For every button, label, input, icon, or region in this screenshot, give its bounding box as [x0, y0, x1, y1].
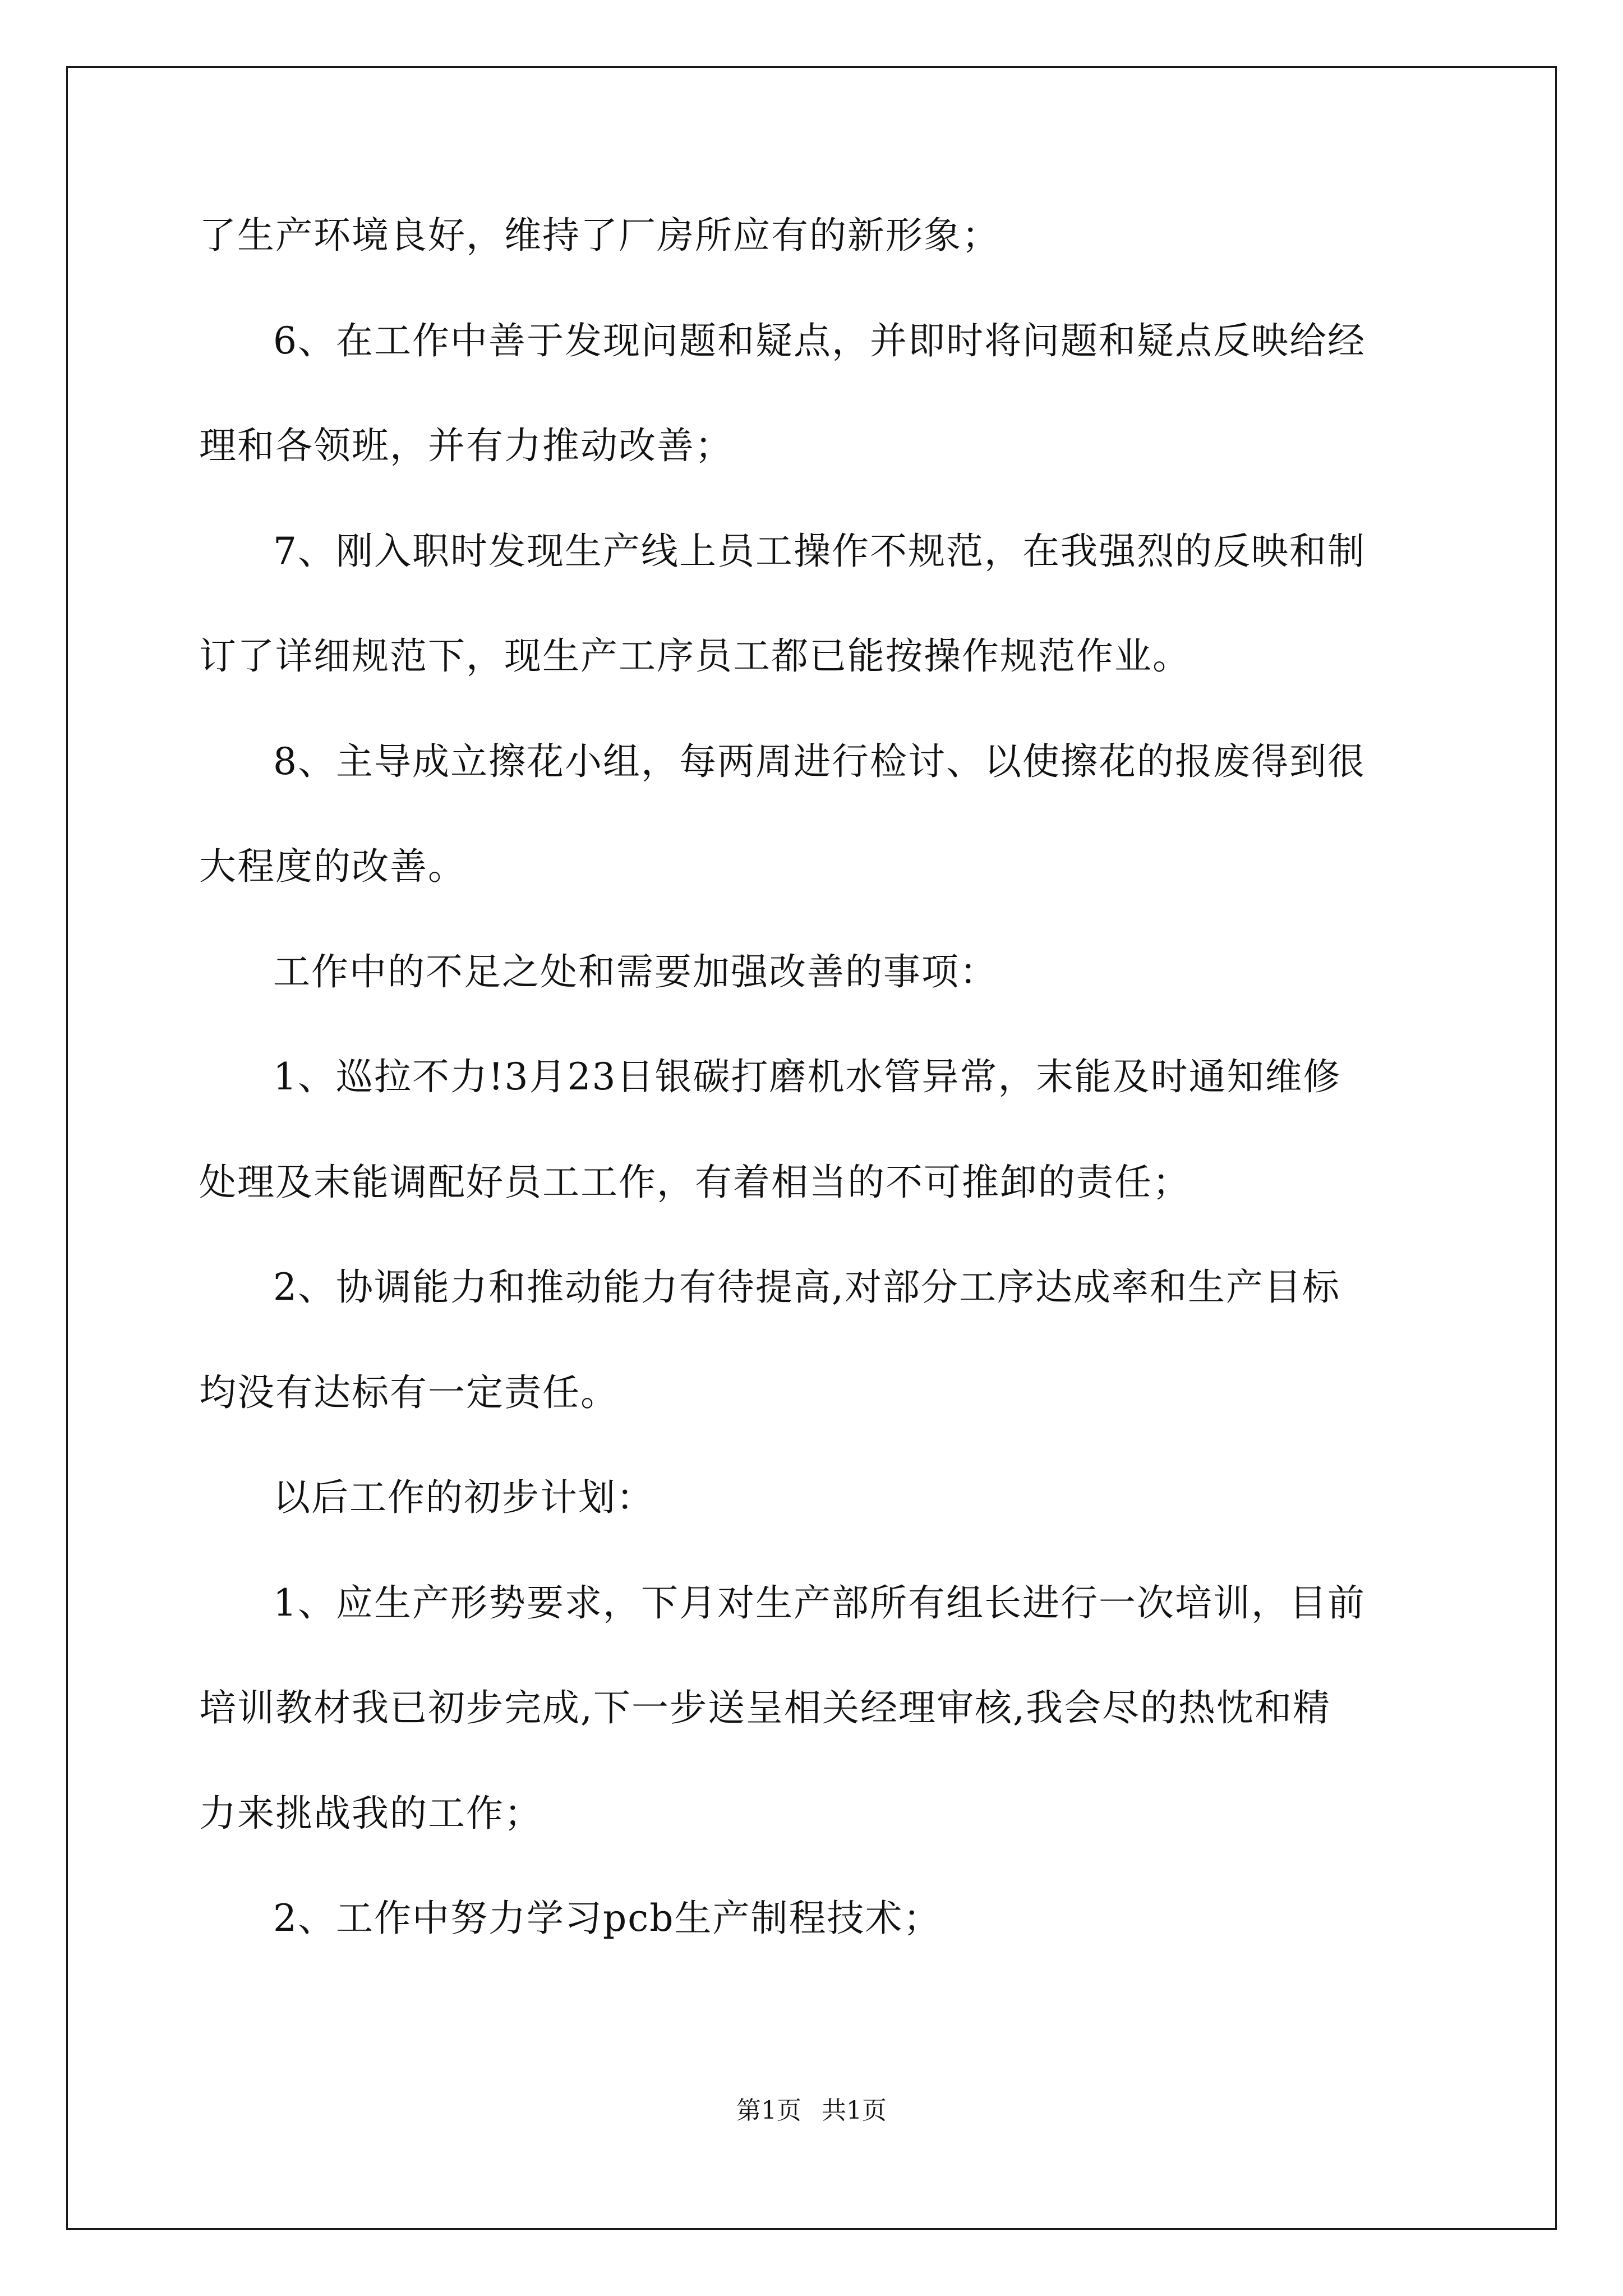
- text-line: 2、工作中努力学习pcb生产制程技术；: [273, 1897, 942, 1940]
- page-footer: [0, 2095, 1623, 2127]
- text-line: 订了详细规范下，现生产工序员工都已能按操作规范作业。: [199, 634, 1191, 678]
- text-line: 7、刚入职时发现生产线上员工操作不规范，在我强烈的反映和制: [273, 530, 1366, 573]
- text-line: 1、巡拉不力!3月23日银碳打磨机水管异常，末能及时通知维修: [273, 1055, 1341, 1098]
- text-line: 8、主导成立擦花小组，每两周进行检讨、以使擦花的报废得到很: [273, 740, 1366, 783]
- text-line: 大程度的改善。: [199, 845, 466, 888]
- text-line: 处理及末能调配好员工工作，有着相当的不可推卸的责任；: [199, 1161, 1191, 1204]
- text-line: 1、应生产形势要求，下月对生产部所有组长进行一次培训，目前: [273, 1581, 1366, 1625]
- text-line: 6、在工作中善于发现问题和疑点，并即时将问题和疑点反映给经: [273, 319, 1366, 362]
- text-line: 2、协调能力和推动能力有待提高,对部分工序达成率和生产目标: [273, 1266, 1340, 1309]
- section-heading: 工作中的不足之处和需要加强改善的事项：: [273, 950, 998, 993]
- section-heading: 以后工作的初步计划：: [273, 1476, 654, 1519]
- text-line: 理和各领班，并有力推动改善；: [199, 424, 733, 467]
- text-line: 力来挑战我的工作；: [199, 1792, 542, 1835]
- page-number: 第1页: [736, 2096, 801, 2125]
- text-line: 了生产环境良好，维持了厂房所应有的新形象；: [199, 214, 1000, 257]
- page-total: 共1页: [822, 2096, 887, 2125]
- text-line: 均没有达标有一定责任。: [199, 1371, 619, 1414]
- text-line: 培训教材我已初步完成,下一步送呈相关经理审核,我会尽的热忱和精: [199, 1686, 1331, 1729]
